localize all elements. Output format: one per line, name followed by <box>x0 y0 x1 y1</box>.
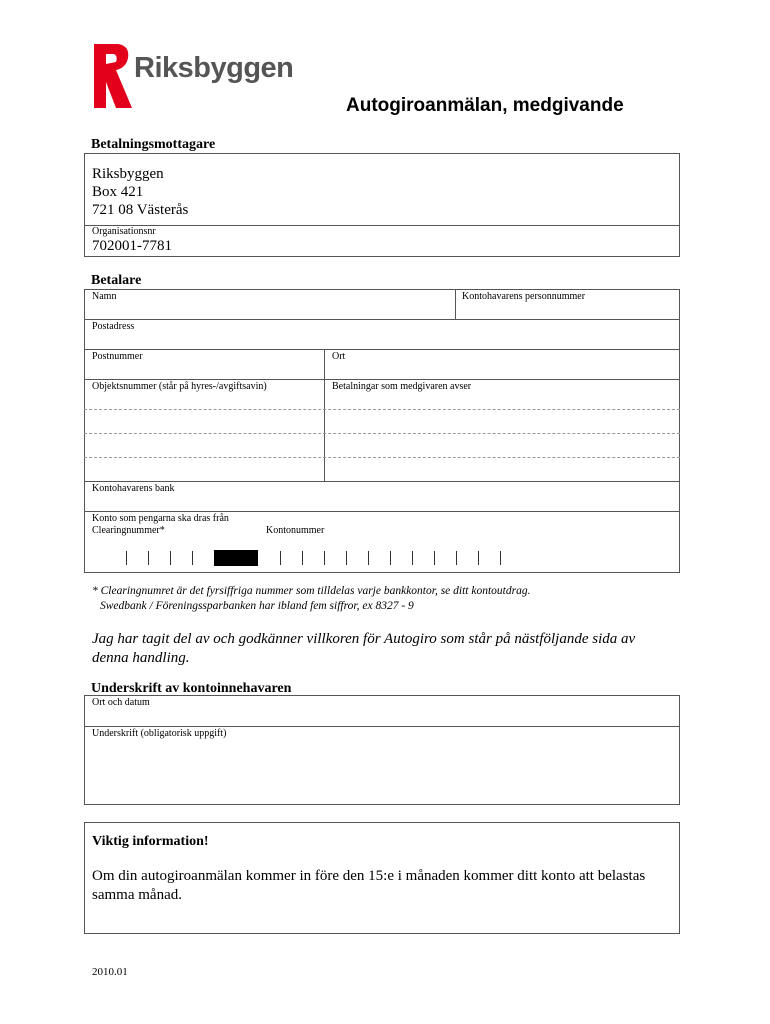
digit-separator <box>500 551 501 565</box>
digit-separator <box>390 551 391 565</box>
digit-separator <box>148 551 149 565</box>
digit-separator <box>126 551 127 565</box>
divider <box>84 481 680 482</box>
clearing-dash-block <box>214 550 258 566</box>
betalningar-input[interactable] <box>327 393 678 479</box>
digit-separator <box>346 551 347 565</box>
place-date-input[interactable] <box>86 709 678 725</box>
divider <box>84 726 680 727</box>
signature-input[interactable] <box>86 741 678 803</box>
divider <box>455 289 456 319</box>
payee-address1: Box 421 <box>92 184 144 200</box>
objekt-label: Objektsnummer (står på hyres-/avgiftsavin) <box>92 381 267 392</box>
postnummer-input[interactable] <box>86 363 322 378</box>
personnummer-input[interactable] <box>458 303 678 318</box>
digit-separator <box>478 551 479 565</box>
digit-separator <box>434 551 435 565</box>
footnote-line2: Swedbank / Föreningssparbanken har ibland fem siffror, ex 8327 - 9 <box>100 600 414 612</box>
agreement-text: Jag har tagit del av och godkänner villkoren för Autogiro som står på nästföljande sida av denna handling. <box>92 631 636 666</box>
clearing-label: Clearingnummer* <box>92 525 165 536</box>
konto-label: Konto som pengarna ska dras från <box>92 513 229 524</box>
name-label: Namn <box>92 291 117 302</box>
digit-separator <box>324 551 325 565</box>
divider <box>84 349 680 350</box>
signature-label: Underskrift (obligatorisk uppgift) <box>92 728 227 739</box>
divider <box>84 225 680 226</box>
payee-name: Riksbyggen <box>92 166 164 182</box>
divider <box>84 319 680 320</box>
digit-separator <box>192 551 193 565</box>
postadress-label: Postadress <box>92 321 135 332</box>
digit-separator <box>412 551 413 565</box>
personnummer-label: Kontohavarens personnummer <box>462 291 586 302</box>
divider <box>324 349 325 481</box>
logo-wordmark: Riksbyggen <box>134 52 294 84</box>
bank-input[interactable] <box>86 495 678 510</box>
place-date-label: Ort och datum <box>92 697 150 708</box>
betalningar-label: Betalningar som medgivaren avser <box>332 381 472 392</box>
payee-address2: 721 08 Västerås <box>92 202 189 218</box>
digit-separator <box>170 551 171 565</box>
bank-label: Kontohavarens bank <box>92 483 175 494</box>
divider <box>84 511 680 512</box>
payer-heading: Betalare <box>91 273 142 288</box>
orgnr-value: 702001-7781 <box>92 238 172 254</box>
digit-separator <box>368 551 369 565</box>
info-text: Om din autogiroanmälan kommer in före den 15:e i månaden kommer ditt konto att belastas samma månad. <box>92 868 646 903</box>
page-title: Autogiroanmälan, medgivande <box>346 95 624 116</box>
digit-separator <box>280 551 281 565</box>
ort-label: Ort <box>332 351 346 362</box>
digit-separator <box>302 551 303 565</box>
payee-heading: Betalningsmottagare <box>91 137 216 152</box>
divider <box>84 379 680 380</box>
digit-separator <box>456 551 457 565</box>
ort-input[interactable] <box>327 363 678 378</box>
objekt-input[interactable] <box>86 393 322 479</box>
postnummer-label: Postnummer <box>92 351 143 362</box>
riksbyggen-logo-mark <box>92 42 134 110</box>
info-heading: Viktig information! <box>92 834 209 849</box>
kontonummer-label: Kontonummer <box>266 525 325 536</box>
postadress-input[interactable] <box>86 333 678 348</box>
signature-heading: Underskrift av kontoinnehavaren <box>91 681 292 696</box>
version-number: 2010.01 <box>92 966 128 978</box>
name-input[interactable] <box>86 303 452 318</box>
orgnr-label: Organisationsnr <box>92 226 156 237</box>
footnote-line1: * Clearingnumret är det fyrsiffriga nummer som tilldelas varje bankkontor, se ditt kontoutdrag. <box>92 585 531 597</box>
riksbyggen-logo <box>92 42 312 110</box>
